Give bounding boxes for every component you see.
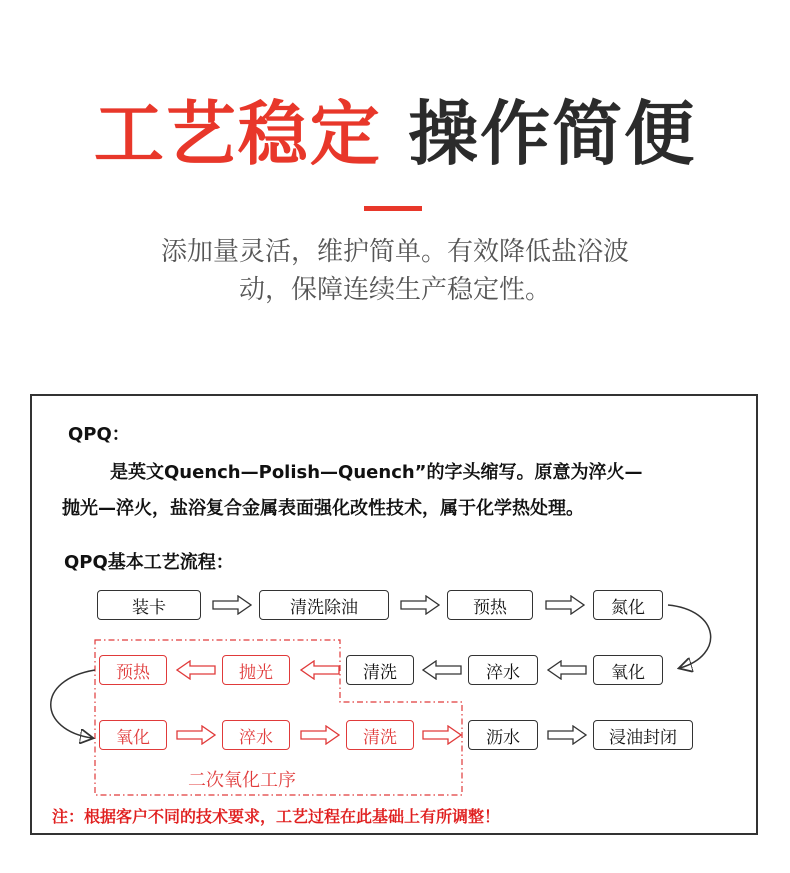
step-load: 装卡 xyxy=(97,590,201,620)
step-nitride: 氮化 xyxy=(593,590,663,620)
step-oxidize-2: 氧化 xyxy=(99,720,167,750)
step-quench-water: 淬水 xyxy=(468,655,538,685)
arrow-left-icon xyxy=(176,660,216,680)
step-oil-seal: 浸油封闭 xyxy=(593,720,693,750)
step-quench-water-2: 淬水 xyxy=(222,720,290,750)
arrow-right-icon xyxy=(212,595,252,615)
curve-arrow-left xyxy=(51,670,95,738)
qpq-heading: QPQ： xyxy=(68,424,130,445)
arrow-right-icon xyxy=(547,725,587,745)
description-line-1: 是英文Quench—Polish—Quench”的字头缩写。原意为淬火— xyxy=(110,462,643,483)
step-preheat-2: 预热 xyxy=(99,655,167,685)
curve-arrow-right xyxy=(668,605,711,668)
step-polish: 抛光 xyxy=(222,655,290,685)
step-clean-2: 清洗 xyxy=(346,720,414,750)
step-clean-degrease: 清洗除油 xyxy=(259,590,389,620)
arrow-left-icon xyxy=(300,660,340,680)
step-asphalt-water: 沥水 xyxy=(468,720,538,750)
title-dark-part: 操作简便 xyxy=(408,93,697,175)
step-preheat: 预热 xyxy=(447,590,533,620)
arrow-left-icon xyxy=(422,660,462,680)
arrow-right-icon xyxy=(422,725,462,745)
adjustment-note: 注：根据客户不同的技术要求，工艺过程在此基础上有所调整！ xyxy=(52,807,501,826)
process-heading: QPQ基本工艺流程： xyxy=(64,552,234,573)
subtitle-line-2: 动，保障连续生产稳定性。 xyxy=(238,275,551,305)
secondary-oxidation-label: 二次氧化工序 xyxy=(188,770,296,791)
arrow-right-icon xyxy=(176,725,216,745)
subtitle-line-1: 添加量灵活，维护简单。有效降低盐浴波 xyxy=(160,237,629,267)
title-red-part: 工艺稳定 xyxy=(93,93,382,175)
arrow-right-icon xyxy=(300,725,340,745)
arrow-right-icon xyxy=(545,595,585,615)
arrow-left-icon xyxy=(547,660,587,680)
arrow-right-icon xyxy=(400,595,440,615)
description-line-2: 抛光—淬火，盐浴复合金属表面强化改性技术，属于化学热处理。 xyxy=(62,498,584,519)
step-clean: 清洗 xyxy=(346,655,414,685)
step-oxidize: 氧化 xyxy=(593,655,663,685)
